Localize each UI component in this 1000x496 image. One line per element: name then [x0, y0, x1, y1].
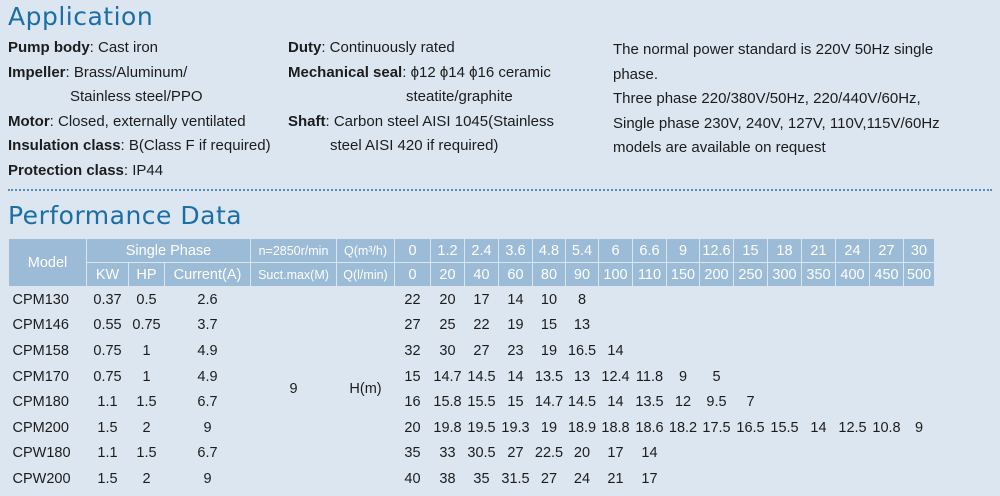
- spec-line: [8, 36, 271, 61]
- head-cell: [700, 441, 734, 467]
- head-cell: [802, 364, 836, 390]
- head-cell: 20: [439, 291, 456, 308]
- head-cell: [904, 466, 935, 492]
- kw-cell: 0.55: [93, 317, 122, 334]
- current-cell: 4.9: [197, 342, 218, 359]
- head-cell: 14.7: [433, 368, 462, 385]
- head-cell: 35: [473, 470, 490, 487]
- spec-value: : Brass/Aluminum/: [65, 63, 188, 81]
- head-cell: 12.4: [601, 368, 630, 385]
- hp-cell: 1: [142, 368, 151, 385]
- flow-m3h-value: 9: [667, 239, 700, 263]
- table-row: [9, 338, 935, 364]
- single-phase-header: Single Phase: [87, 239, 251, 263]
- head-cell: 14: [810, 419, 827, 436]
- head-cell: 14: [607, 342, 624, 359]
- spec-line: [288, 110, 554, 135]
- head-cell: 17: [473, 291, 490, 308]
- current-cell: 4.9: [197, 368, 218, 385]
- flow-m3h-value: 0: [395, 239, 431, 263]
- head-cell: 19: [540, 342, 558, 359]
- head-cell: 13.5: [635, 394, 664, 411]
- head-cell: 15.5: [770, 419, 799, 436]
- head-cell: [836, 466, 870, 492]
- kw-cell: 0.75: [93, 368, 122, 385]
- head-cell: 14.5: [567, 394, 597, 411]
- spec-value: Stainless steel/PPO: [70, 88, 203, 105]
- head-cell: 12.5: [838, 419, 867, 436]
- spec-label: Motor: [8, 112, 50, 130]
- flow-lmin-value: 300: [768, 263, 802, 287]
- head-cell: 22: [473, 317, 490, 334]
- head-cell: 27: [404, 317, 421, 334]
- kw-cell: 1.5: [97, 419, 118, 436]
- application-specs-left: [8, 36, 271, 183]
- head-cell: [700, 287, 734, 313]
- head-cell: 13.5: [534, 368, 564, 385]
- head-cell: 40: [404, 470, 421, 487]
- spec-line: [8, 85, 271, 110]
- head-cell: [734, 364, 768, 390]
- spec-line: [8, 61, 271, 86]
- current-cell: 3.7: [197, 317, 218, 334]
- flow-m3h-value: 12.6: [700, 239, 734, 263]
- application-title: Application: [8, 2, 154, 31]
- hp-header: HP: [129, 263, 165, 287]
- kw-cell: 1.1: [97, 394, 118, 411]
- flow-lmin-value: 350: [802, 263, 836, 287]
- kw-cell: 0.75: [93, 342, 122, 359]
- hp-cell: 1.5: [136, 394, 157, 411]
- head-cell: 19.8: [433, 419, 462, 436]
- head-cell: [667, 338, 700, 364]
- head-cell: 35: [404, 445, 421, 462]
- head-cell: 18.8: [601, 419, 630, 436]
- head-cell: [904, 313, 935, 339]
- head-cell: 27: [473, 342, 490, 359]
- head-cell: 23: [507, 342, 524, 359]
- model-header: Model: [9, 239, 87, 287]
- spec-line: [8, 159, 271, 184]
- flow-m3h-value: 1.2: [431, 239, 465, 263]
- head-cell: 21: [607, 470, 624, 487]
- head-cell: 27: [540, 470, 558, 487]
- head-cell: [870, 389, 904, 415]
- flow-m3h-value: 24: [836, 239, 870, 263]
- head-cell: 9: [678, 368, 688, 385]
- spec-line: [8, 134, 271, 159]
- table-row: [9, 441, 935, 467]
- head-cell: 14: [607, 394, 624, 411]
- flow-lmin-value: 20: [431, 263, 465, 287]
- flow-m3h-value: 30: [904, 239, 935, 263]
- head-cell: 7: [746, 394, 755, 411]
- power-standard-note: [613, 38, 940, 161]
- head-cell: 15.5: [467, 394, 496, 411]
- head-cell: [633, 287, 667, 313]
- head-cell: [768, 441, 802, 467]
- head-cell: [768, 389, 802, 415]
- spec-label: Pump body: [8, 39, 90, 56]
- current-cell: 9: [203, 470, 212, 487]
- head-cell: 16.5: [736, 419, 765, 436]
- head-cell: 9: [914, 419, 924, 436]
- head-cell: 15: [507, 394, 524, 411]
- head-cell: [802, 338, 836, 364]
- head-cell: [599, 287, 633, 313]
- head-cell: 13: [573, 317, 591, 334]
- spec-value: steatite/graphite: [406, 88, 513, 105]
- head-cell: [904, 441, 935, 467]
- flow-lmin-value: 40: [465, 263, 499, 287]
- flow-m3h-value: 27: [870, 239, 904, 263]
- kw-cell: 1.5: [97, 470, 118, 487]
- head-cell: 5: [712, 368, 721, 385]
- spec-value: : ϕ12 ϕ14 ϕ16 ceramic: [402, 63, 551, 81]
- suction-header: Suct.max(M): [251, 263, 337, 287]
- head-cell: [667, 441, 700, 467]
- head-cell: [870, 287, 904, 313]
- flow-lmin-header: Q(l/min): [337, 263, 395, 287]
- head-cell: 17.5: [702, 419, 731, 436]
- note-line: models are available on request: [613, 139, 826, 156]
- head-cell: [599, 313, 633, 339]
- spec-value: steel AISI 420 if required): [330, 137, 499, 154]
- head-cell: [836, 441, 870, 467]
- flow-lmin-value: 100: [599, 263, 633, 287]
- head-cell: [870, 364, 904, 390]
- flow-m3h-value: 15: [734, 239, 768, 263]
- head-cell: [802, 466, 836, 492]
- head-cell: [904, 389, 935, 415]
- flow-lmin-value: 110: [633, 263, 667, 287]
- flow-m3h-value: 6.6: [633, 239, 667, 263]
- note-line: The normal power standard is 220V 50Hz single: [613, 41, 934, 58]
- spec-value: : Closed, externally ventilated: [49, 112, 246, 130]
- head-cell: [734, 287, 768, 313]
- head-cell: 10.8: [872, 419, 901, 436]
- head-cell: [802, 389, 836, 415]
- current-cell: 6.7: [197, 394, 218, 411]
- head-cell: [836, 338, 870, 364]
- flow-lmin-value: 250: [734, 263, 768, 287]
- head-cell: [768, 287, 802, 313]
- head-cell: 15: [540, 317, 558, 334]
- head-cell: 17: [607, 445, 624, 462]
- head-cell: [768, 338, 802, 364]
- flow-lmin-value: 80: [533, 263, 566, 287]
- spec-label: Mechanical seal: [288, 63, 403, 81]
- flow-lmin-value: 90: [566, 263, 599, 287]
- head-cell: 9.5: [706, 394, 727, 411]
- head-cell: [870, 313, 904, 339]
- head-cell: [667, 287, 700, 313]
- hp-cell: 1: [142, 342, 151, 359]
- flow-m3h-value: 3.6: [499, 239, 533, 263]
- head-cell: [667, 466, 700, 492]
- head-cell: [870, 466, 904, 492]
- performance-title: Performance Data: [8, 201, 243, 230]
- head-cell: [836, 389, 870, 415]
- flow-m3h-value: 21: [802, 239, 836, 263]
- head-cell: 12: [674, 394, 692, 411]
- model-cell: CPM180: [12, 394, 69, 411]
- head-cell: 16: [404, 394, 421, 411]
- head-cell: [836, 313, 870, 339]
- head-cell: 22.5: [534, 445, 564, 462]
- head-cell: 27: [507, 445, 524, 462]
- head-cell: 15: [404, 368, 421, 385]
- flow-lmin-value: 150: [667, 263, 700, 287]
- current-cell: 2.6: [197, 291, 218, 308]
- spec-line: [288, 134, 554, 159]
- head-cell: 18.2: [668, 419, 698, 436]
- spec-value: : Continuously rated: [321, 39, 455, 56]
- head-cell: 19: [507, 317, 524, 334]
- head-cell: [734, 466, 768, 492]
- hp-cell: 0.75: [132, 317, 161, 334]
- flow-lmin-value: 450: [870, 263, 904, 287]
- flow-m3h-value: 4.8: [533, 239, 566, 263]
- head-cell: 19.3: [501, 419, 530, 436]
- head-cell: [734, 338, 768, 364]
- head-cell: 17: [641, 470, 658, 487]
- head-cell: 18.6: [635, 419, 664, 436]
- kw-cell: 1.1: [97, 445, 118, 462]
- section-divider: [8, 189, 992, 191]
- head-cell: 14: [507, 291, 524, 308]
- spec-line: [8, 110, 271, 135]
- head-cell: [700, 313, 734, 339]
- head-cell: 20: [404, 419, 421, 436]
- head-cell: [802, 313, 836, 339]
- head-cell: 19: [540, 419, 558, 436]
- flow-lmin-value: 0: [395, 263, 431, 287]
- spec-label: Protection class: [8, 161, 124, 179]
- model-cell: CPM146: [12, 317, 69, 334]
- head-cell: [633, 313, 667, 339]
- head-cell: 32: [404, 342, 421, 359]
- performance-table: [8, 238, 935, 492]
- head-cell: 16.5: [567, 342, 597, 359]
- head-cell: [904, 364, 935, 390]
- head-cell: 14.5: [467, 368, 496, 385]
- note-line: Single phase 230V, 240V, 127V, 110V,115V/60Hz: [613, 114, 940, 132]
- spec-value: : Cast iron: [89, 39, 159, 56]
- table-row: [9, 313, 935, 339]
- head-label: H(m): [349, 381, 382, 398]
- spec-label: Shaft: [288, 112, 326, 130]
- model-cell: CPM200: [12, 419, 69, 436]
- head-cell: 22: [404, 291, 421, 308]
- head-cell: 38: [439, 470, 456, 487]
- head-cell: [870, 441, 904, 467]
- flow-lmin-value: 500: [904, 263, 935, 287]
- hp-cell: 2: [142, 419, 151, 436]
- head-cell: [667, 313, 700, 339]
- head-cell: [734, 441, 768, 467]
- head-cell: 14.7: [534, 394, 564, 411]
- spec-value: : IP44: [123, 161, 164, 179]
- table-row: [9, 364, 935, 390]
- hp-cell: 2: [142, 470, 151, 487]
- head-cell: [768, 466, 802, 492]
- table-row: [9, 287, 935, 313]
- flow-lmin-value: 400: [836, 263, 870, 287]
- flow-m3h-value: 2.4: [465, 239, 499, 263]
- flow-m3h-value: 5.4: [566, 239, 599, 263]
- head-cell: [802, 287, 836, 313]
- head-cell: [633, 338, 667, 364]
- head-cell: 25: [439, 317, 456, 334]
- kw-cell: 0.37: [93, 291, 122, 308]
- suction-value: 9: [289, 381, 298, 398]
- head-cell: 20: [573, 445, 591, 462]
- kw-header: KW: [87, 263, 129, 287]
- head-cell: 8: [577, 291, 587, 308]
- head-cell: [870, 338, 904, 364]
- application-specs-middle: [288, 36, 554, 159]
- flow-lmin-value: 60: [499, 263, 533, 287]
- spec-line: [288, 36, 554, 61]
- head-cell: [904, 338, 935, 364]
- head-cell: [700, 466, 734, 492]
- head-cell: [700, 338, 734, 364]
- table-row: [9, 415, 935, 441]
- head-cell: [734, 313, 768, 339]
- head-cell: 19.5: [467, 419, 496, 436]
- head-cell: [836, 364, 870, 390]
- head-cell: 14: [641, 445, 658, 462]
- note-line: Three phase 220/380V/50Hz, 220/440V/60Hz,: [613, 90, 921, 107]
- spec-value: : Carbon steel AISI 1045(Stainless: [325, 112, 554, 130]
- head-cell: 30: [439, 342, 456, 359]
- head-cell: 31.5: [501, 470, 530, 487]
- head-cell: [768, 313, 802, 339]
- spec-label: Insulation class: [8, 137, 121, 154]
- head-cell: 10: [540, 291, 558, 308]
- model-cell: CPW180: [12, 445, 71, 462]
- head-cell: [904, 287, 935, 313]
- speed-header: n=2850r/min: [251, 239, 337, 263]
- spec-line: [288, 85, 554, 110]
- model-cell: CPM130: [12, 291, 69, 308]
- head-cell: 33: [439, 445, 456, 462]
- model-cell: CPM158: [12, 342, 69, 359]
- spec-line: [288, 61, 554, 86]
- current-header: Current(A): [165, 263, 251, 287]
- spec-label: Duty: [288, 39, 322, 56]
- hp-cell: 1.5: [136, 445, 157, 462]
- head-cell: 14: [507, 368, 524, 385]
- flow-lmin-value: 200: [700, 263, 734, 287]
- spec-label: Impeller: [8, 63, 66, 81]
- head-cell: [836, 287, 870, 313]
- head-cell: [768, 364, 802, 390]
- current-cell: 6.7: [197, 445, 218, 462]
- table-row: [9, 389, 935, 415]
- head-cell: 30.5: [467, 445, 496, 462]
- head-cell: 15.8: [433, 394, 462, 411]
- note-line: phase.: [613, 65, 659, 83]
- spec-value: : B(Class F if required): [120, 137, 271, 154]
- head-cell: [802, 441, 836, 467]
- head-cell: 24: [573, 470, 591, 487]
- model-cell: CPW200: [12, 470, 71, 487]
- current-cell: 9: [203, 419, 212, 436]
- head-cell: 18.9: [567, 419, 597, 436]
- flow-m3h-header: Q(m³/h): [337, 239, 395, 263]
- model-cell: CPM170: [12, 368, 69, 385]
- hp-cell: 0.5: [136, 291, 157, 308]
- flow-m3h-value: 18: [768, 239, 802, 263]
- head-cell: 11.8: [635, 368, 664, 385]
- head-cell: 13: [573, 368, 591, 385]
- table-row: [9, 466, 935, 492]
- flow-m3h-value: 6: [599, 239, 633, 263]
